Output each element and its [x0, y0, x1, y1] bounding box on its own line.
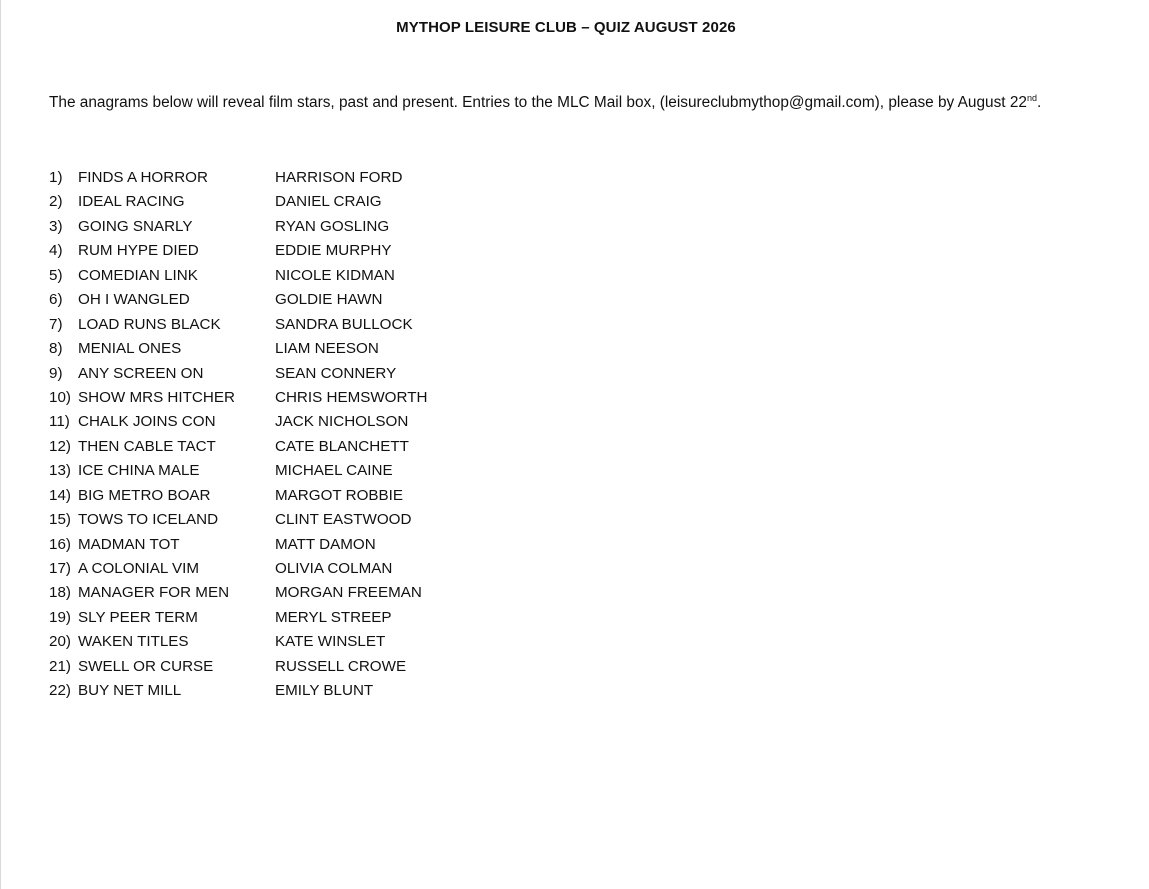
item-number: 9)	[49, 364, 63, 382]
list-item	[49, 581, 469, 605]
answer-text: OLIVIA COLMAN	[275, 560, 393, 577]
intro-ordinal-suffix: nd	[1026, 93, 1037, 103]
list-item	[49, 630, 469, 654]
list-item	[49, 386, 469, 410]
list-item	[49, 655, 469, 679]
list-item	[49, 508, 469, 532]
answer-text: MERYL STREEP	[275, 608, 392, 626]
item-number: 16)	[49, 535, 71, 553]
answer-text: LIAM NEESON	[275, 340, 379, 358]
list-item	[49, 679, 469, 703]
answer-text: CHRIS HEMSWORTH	[275, 388, 428, 406]
item-number: 2)	[49, 193, 63, 211]
list-item	[49, 557, 469, 581]
anagram-text: SHOW MRS HITCHER	[78, 388, 235, 406]
answer-text: HARRISON FORD	[275, 169, 403, 186]
item-number: 18)	[49, 584, 71, 602]
list-item	[49, 410, 469, 434]
anagram-text: BIG METRO BOAR	[78, 486, 211, 504]
anagram-text: A COLONIAL VIM	[78, 560, 199, 577]
item-number: 8)	[49, 340, 63, 358]
intro-paragraph	[49, 94, 1041, 112]
list-item	[49, 362, 469, 386]
answer-text: KATE WINSLET	[275, 633, 386, 651]
answer-text: DANIEL CRAIG	[275, 193, 382, 211]
answer-text: MARGOT ROBBIE	[275, 486, 403, 504]
item-number: 14)	[49, 486, 71, 504]
answer-text: EMILY BLUNT	[275, 682, 374, 700]
anagram-text: MADMAN TOT	[78, 535, 180, 553]
answer-text: MATT DAMON	[275, 535, 376, 553]
item-number: 20)	[49, 633, 71, 651]
anagram-text: SWELL OR CURSE	[78, 657, 214, 675]
answer-text: RUSSELL CROWE	[275, 657, 407, 675]
list-item	[49, 288, 469, 312]
anagram-list	[49, 166, 469, 704]
answer-text: EDDIE MURPHY	[275, 242, 392, 260]
anagram-text: IDEAL RACING	[78, 193, 185, 211]
item-number: 7)	[49, 315, 63, 333]
answer-text: CLINT EASTWOOD	[275, 511, 412, 529]
anagram-text: LOAD RUNS BLACK	[78, 315, 221, 333]
item-number: 5)	[49, 266, 63, 284]
item-number: 10)	[49, 388, 71, 406]
list-item	[49, 215, 469, 239]
item-number: 13)	[49, 462, 71, 480]
item-number: 3)	[49, 217, 63, 235]
list-item	[49, 337, 469, 361]
anagram-text: WAKEN TITLES	[78, 633, 189, 651]
item-number: 12)	[49, 437, 71, 455]
list-item	[49, 264, 469, 288]
item-number: 17)	[49, 560, 71, 577]
anagram-text: BUY NET MILL	[78, 682, 182, 700]
item-number: 4)	[49, 242, 63, 260]
page-edge	[0, 0, 1, 889]
item-number: 6)	[49, 291, 63, 309]
anagram-text: RUM HYPE DIED	[78, 242, 199, 260]
item-number: 19)	[49, 608, 71, 626]
list-item	[49, 239, 469, 263]
anagram-text: FINDS A HORROR	[78, 169, 208, 186]
anagram-text: MANAGER FOR MEN	[78, 584, 230, 602]
answer-text: MORGAN FREEMAN	[275, 584, 422, 602]
anagram-text: ANY SCREEN ON	[78, 364, 204, 382]
answer-text: MICHAEL CAINE	[275, 462, 393, 480]
answer-text: CATE BLANCHETT	[275, 437, 409, 455]
list-item	[49, 190, 469, 214]
list-item	[49, 313, 469, 337]
item-number: 11)	[49, 413, 70, 431]
list-item	[49, 459, 469, 483]
list-item	[49, 533, 469, 557]
item-number: 1)	[49, 169, 63, 186]
intro-text: The anagrams below will reveal film stars, past and present. Entries to the MLC Mail box, (leisureclubmythop@gmail.com), please by August 22	[49, 94, 1027, 111]
answer-text: NICOLE KIDMAN	[275, 266, 395, 284]
anagram-text: COMEDIAN LINK	[78, 266, 198, 284]
list-item	[49, 166, 469, 190]
intro-end-punctuation: .	[1037, 94, 1042, 111]
list-item	[49, 606, 469, 630]
anagram-text: OH I WANGLED	[78, 291, 190, 309]
anagram-text: CHALK JOINS CON	[78, 413, 216, 431]
item-number: 21)	[49, 657, 71, 675]
answer-text: SEAN CONNERY	[275, 364, 397, 382]
list-item	[49, 435, 469, 459]
answer-text: RYAN GOSLING	[275, 217, 390, 235]
anagram-text: GOING SNARLY	[78, 217, 193, 235]
anagram-text: THEN CABLE TACT	[78, 437, 216, 455]
answer-text: GOLDIE HAWN	[275, 291, 383, 309]
anagram-text: TOWS TO ICELAND	[78, 511, 219, 529]
anagram-text: MENIAL ONES	[78, 340, 182, 358]
item-number: 15)	[49, 511, 71, 529]
answer-text: JACK NICHOLSON	[275, 413, 409, 431]
anagram-text: SLY PEER TERM	[78, 608, 198, 626]
item-number: 22)	[49, 682, 71, 700]
list-item	[49, 484, 469, 508]
page-title: MYTHOP LEISURE CLUB – QUIZ AUGUST 2026	[396, 19, 736, 36]
answer-text: SANDRA BULLOCK	[275, 315, 413, 333]
anagram-text: ICE CHINA MALE	[78, 462, 200, 480]
